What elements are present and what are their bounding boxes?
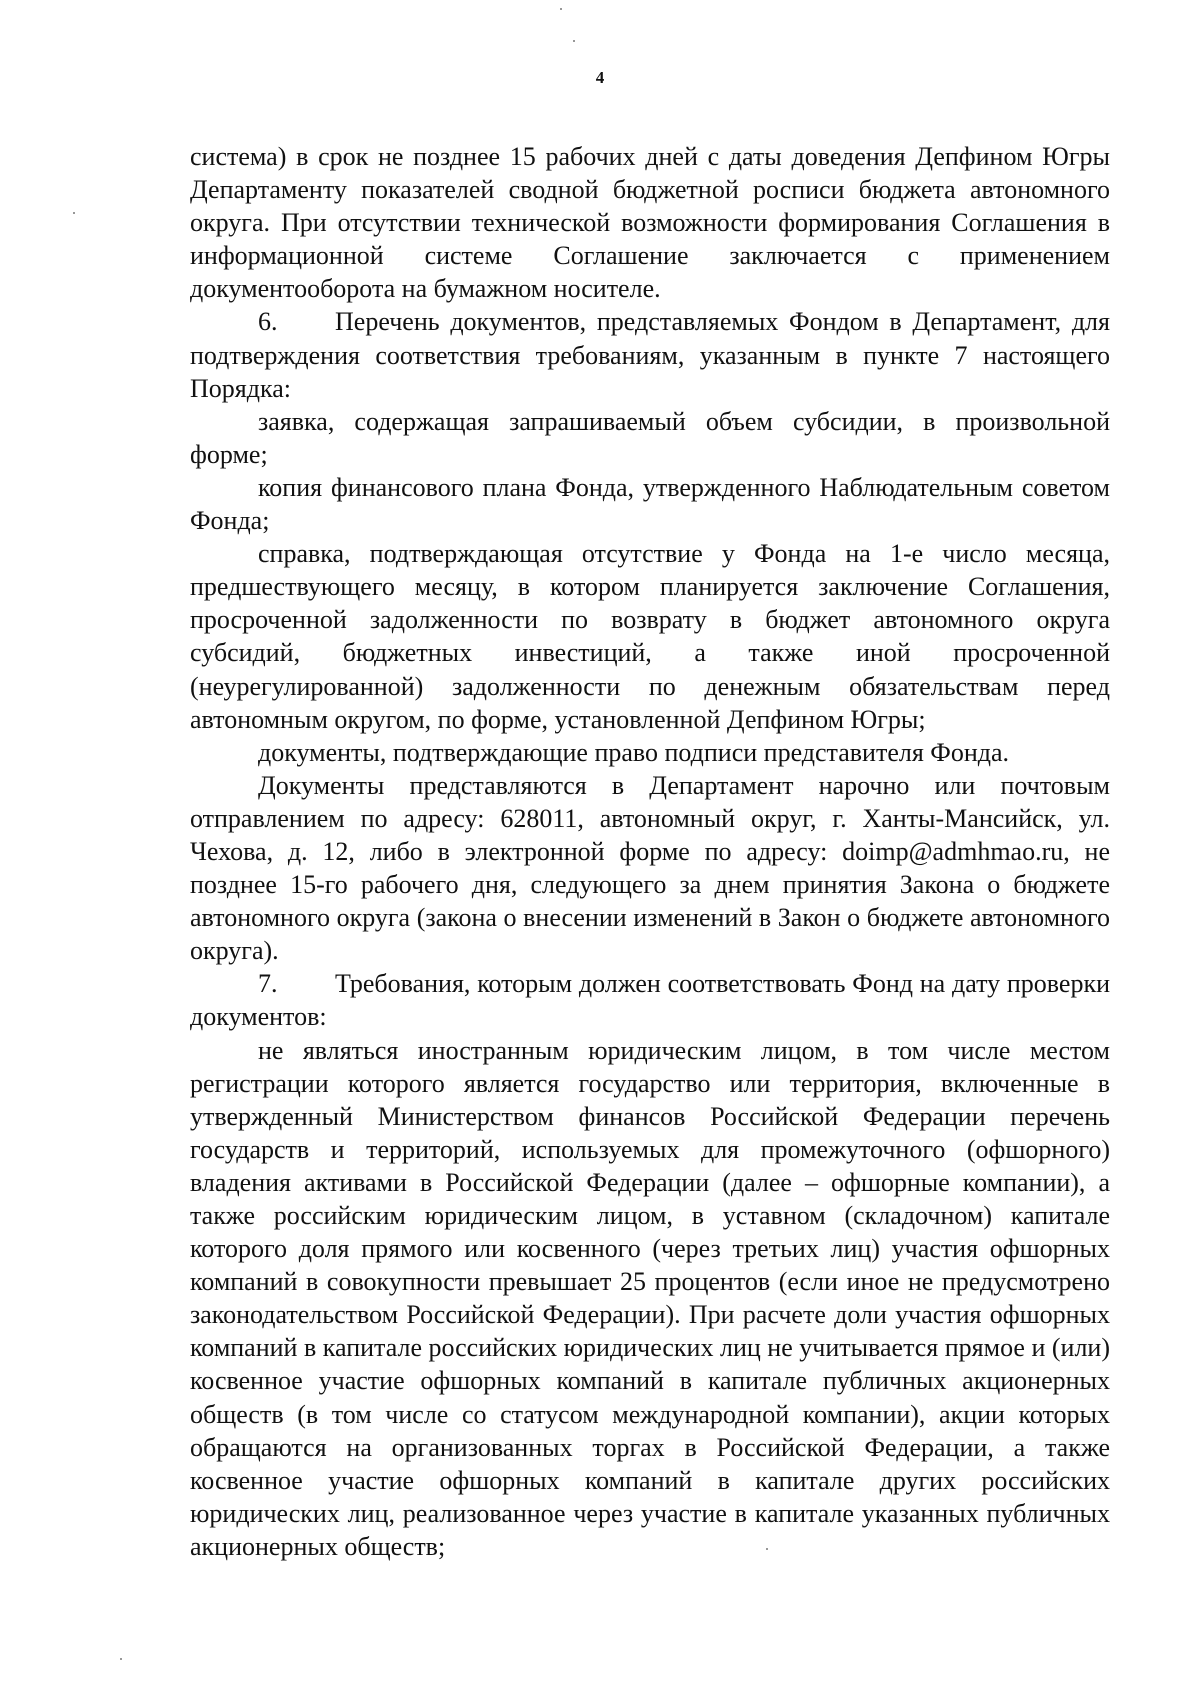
paragraph-item-7: [190, 967, 1110, 1033]
scan-speck: [766, 1548, 768, 1550]
scan-speck: [560, 8, 562, 10]
paragraph-text: Перечень документов, представляемых Фондом в Департамент, для подтверждения соответствия требованиям, указанным в пункте 7 настоящего Порядка:: [190, 307, 1110, 403]
paragraph-text: Требования, которым должен соответствовать Фонд на дату проверки документов:: [190, 969, 1110, 1032]
scan-speck: [73, 212, 75, 214]
scan-speck: [120, 1658, 122, 1660]
paragraph-signature-documents: документы, подтверждающие право подписи представителя Фонда.: [258, 737, 1010, 767]
paragraph-submission: Документы представляются в Департамент нарочно или почтовым отправлением по адресу: 628011, автономный округ, г. Ханты-Мансийск, ул. Чехова, д. 12, либо в электронной форме по адресу: doimp@admhmao.ru, не позднее 15-го рабочего дня, следующего за днем принятия Закона о бюджете автономного округа (закона о внесении изменений в Закон о бюджете автономного округа).: [190, 770, 1110, 966]
paragraph-certificate: справка, подтверждающая отсутствие у Фонда на 1-е число месяца, предшествующего месяцу, в котором планируется заключение Соглашения, просроченной задолженности по возврату в бюджет автономного округа субсидий, бюджетных инвестиций, а также иной просроченной (неурегулированной) задолженности по денежным обязательствам перед автономным округом, по форме, установленной Депфином Югры;: [190, 539, 1110, 734]
item-number: 6.: [258, 307, 278, 337]
paragraph-application: заявка, содержащая запрашиваемый объем субсидии, в произвольной форме;: [190, 406, 1110, 469]
page-number: 4: [595, 68, 605, 87]
item-number: 7.: [258, 969, 278, 999]
paragraph-continuation: система) в срок не позднее 15 рабочих дней с даты доведения Депфином Югры Департаменту показателей сводной бюджетной росписи бюджета автономного округа. При отсутствии технической возможности формирования Соглашения в информационной системе Соглашение заключается с применением документооборота на бумажном носителе.: [190, 142, 1110, 304]
document-body: [190, 140, 1110, 1563]
scan-speck: [573, 40, 575, 42]
paragraph-financial-plan: копия финансового плана Фонда, утвержденного Наблюдательным советом Фонда;: [190, 472, 1110, 536]
paragraph-offshore-requirement: не являться иностранным юридическим лицом, в том числе местом регистрации которого является государство или территория, включенные в утвержденный Министерством финансов Российской Федерации перечень государств и территорий, используемых для промежуточного (офшорного) владения активами в Российской Федерации (далее – офшорные компании), а также российским юридическим лицом, в уставном (складочном) капитале которого доля прямого или косвенного (через третьих лиц) участия офшорных компаний в совокупности превышает 25 процентов (если иное не предусмотрено законодательством Российской Федерации). При расчете доли участия офшорных компаний в капитале российских юридических лиц не учитывается прямое и (или) косвенное участие офшорных компаний в капитале публичных акционерных обществ (в том числе со статусом международной компании), акции которых обращаются на организованных торгах в Российской Федерации, а также косвенное участие офшорных компаний в капитале других российских юридических лиц, реализованное через участие в капитале указанных публичных акционерных обществ;: [190, 1035, 1110, 1561]
paragraph-item-6: [190, 305, 1110, 404]
